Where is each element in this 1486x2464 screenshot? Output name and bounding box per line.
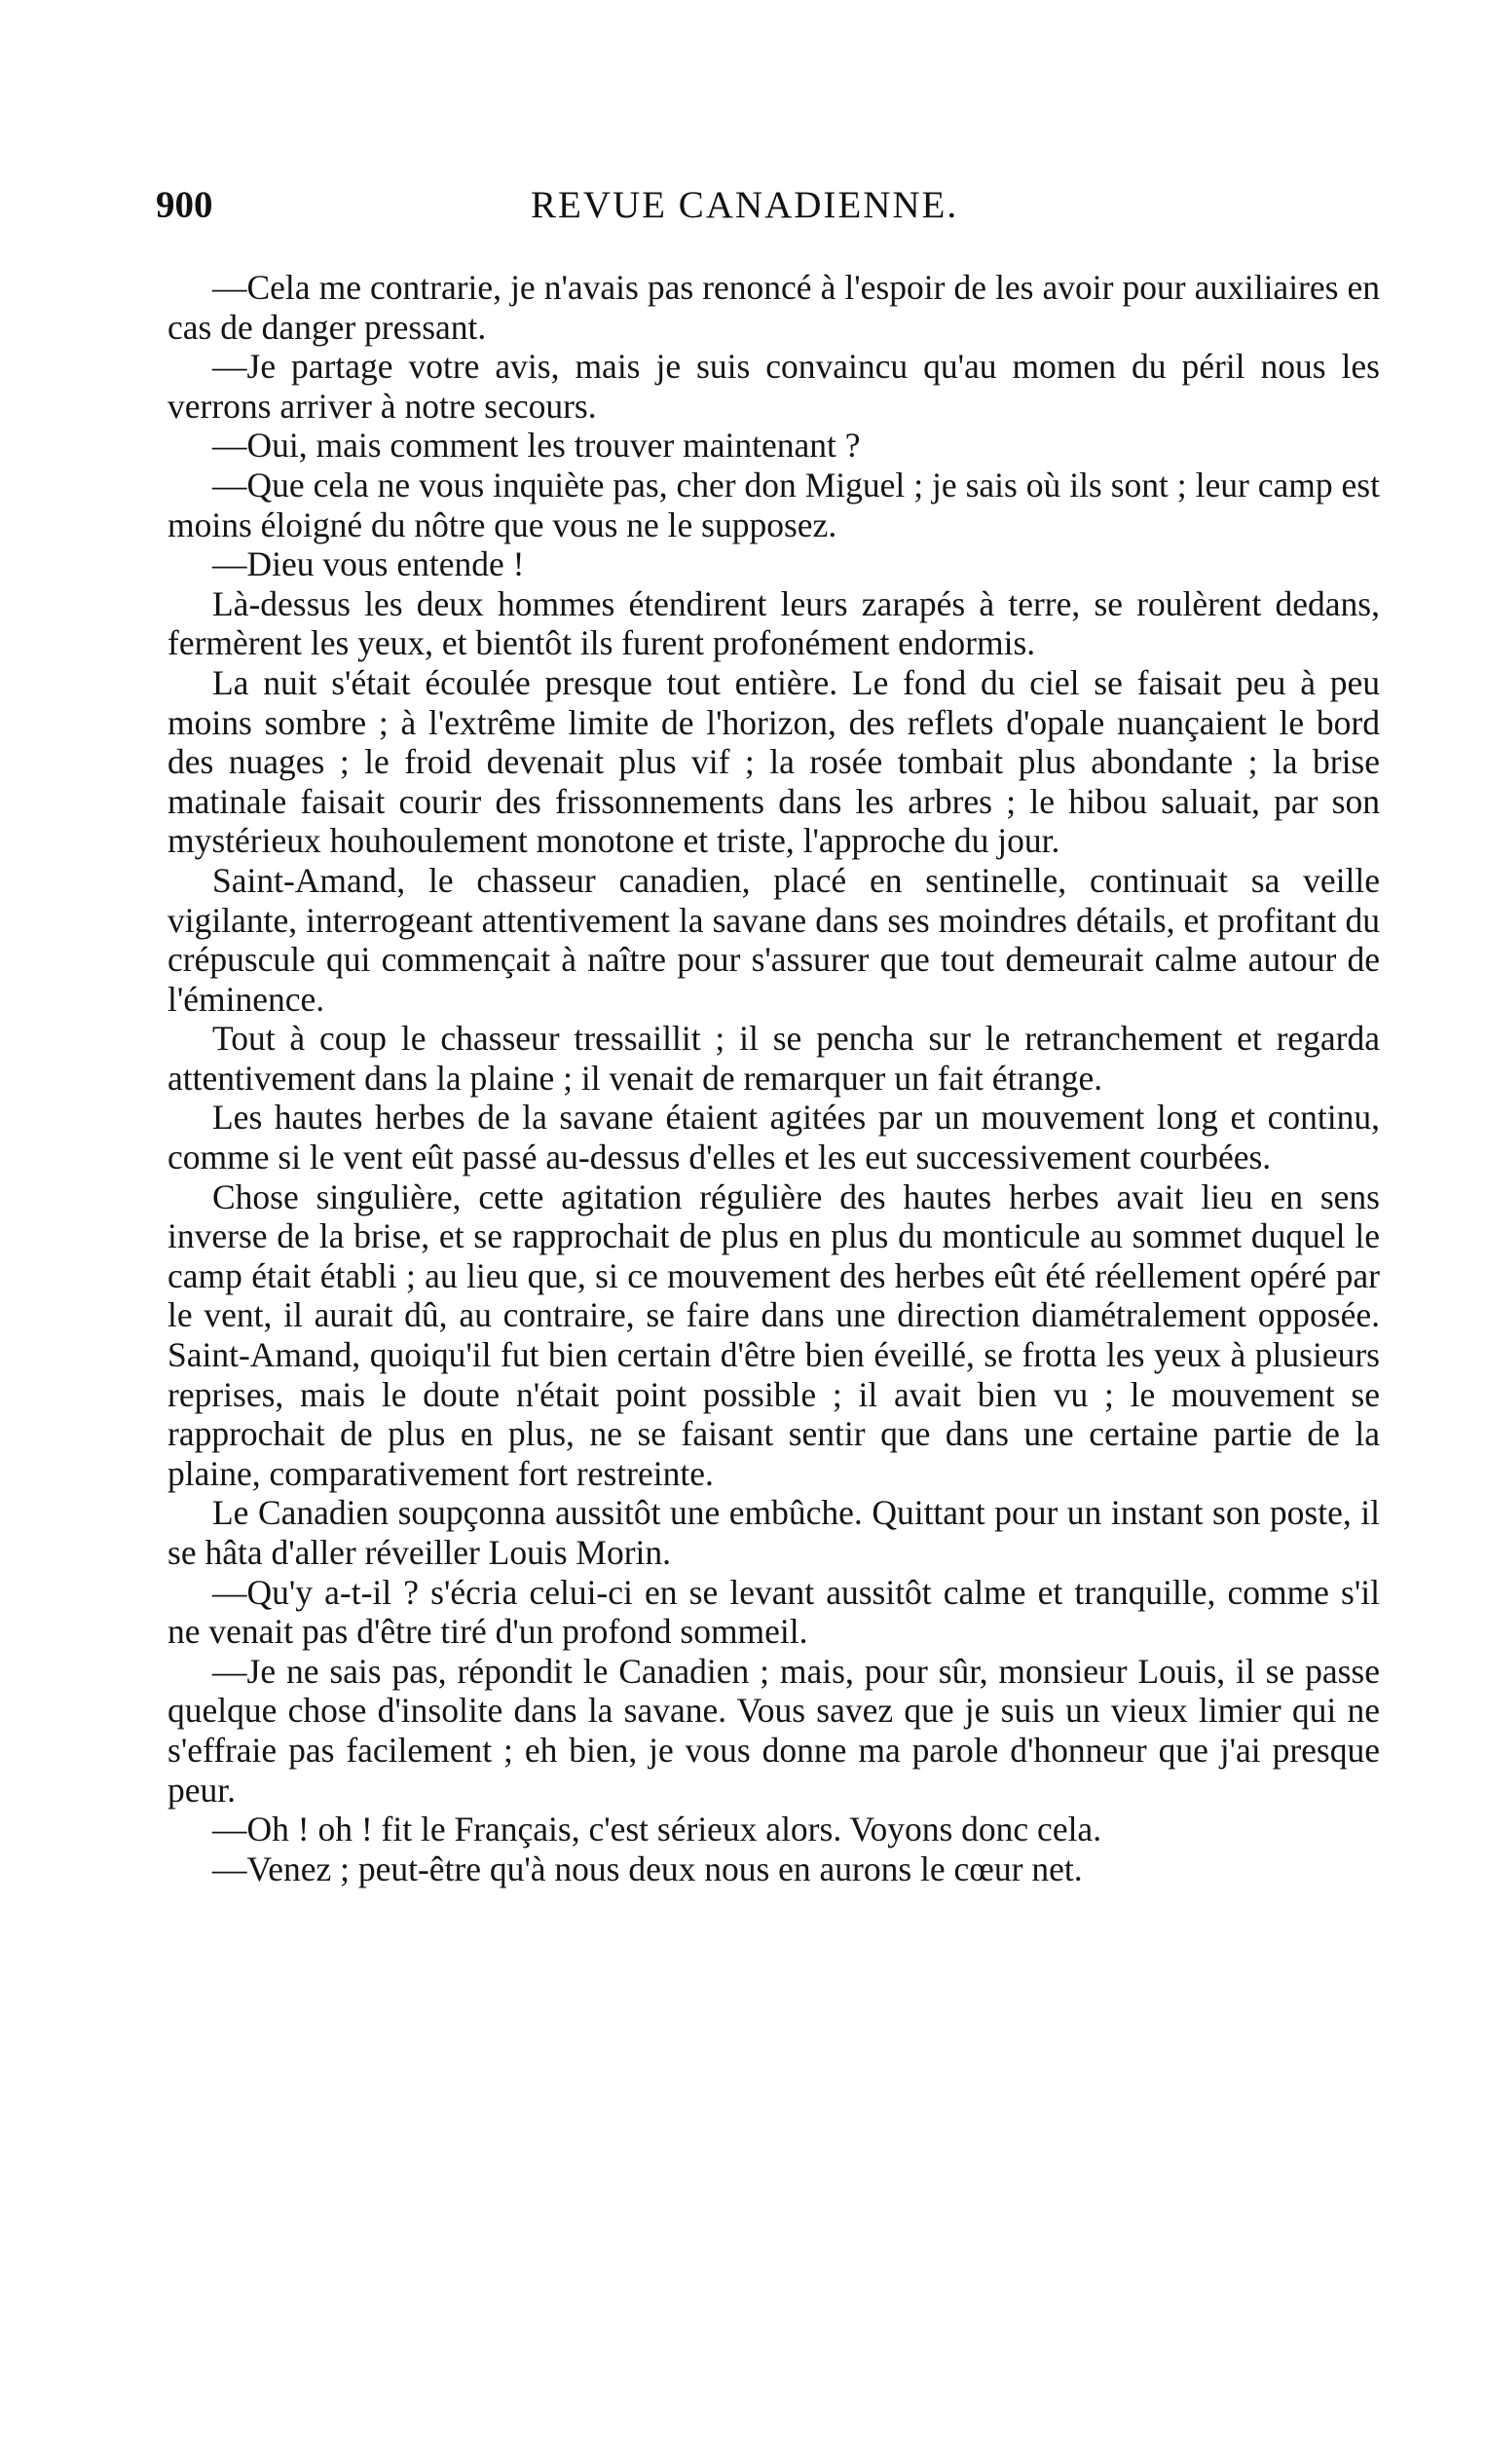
paragraph: La nuit s'était écoulée presque tout entière. Le fond du ciel se faisait peu à peu moins sombre ; à l'extrême limite de l'horizon, des reflets d'opale nuançaient le bord des nuages ; le froid devenait plus vif ; la rosée tombait plus abondante ; la brise matinale faisait courir des frissonnements dans les arbres ; le hibou saluait, par son mystérieux houhoulement monotone et triste, l'approche du jour.: [167, 662, 1380, 861]
paragraph: Saint-Amand, le chasseur canadien, placé en sentinelle, continuait sa veille vigilante, interrogeant attentivement la savane dans ses moindres détails, et profitant du crépuscule qui commençait à naître pour s'assurer que tout demeurait calme autour de l'éminence.: [167, 860, 1380, 1019]
paragraph: —Oh ! oh ! fit le Français, c'est sérieux alors. Voyons donc cela.: [212, 1810, 1102, 1849]
paragraph: —Cela me contrarie, je n'avais pas renoncé à l'espoir de les avoir pour auxiliaires en cas de danger pressant.: [167, 268, 1380, 347]
paragraph: Là-dessus les deux hommes étendirent leurs zarapés à terre, se roulèrent dedans, fermèrent les yeux, et bientôt ils furent profonément endormis.: [167, 583, 1380, 663]
journal-title: REVUE CANADIENNE.: [531, 184, 959, 226]
body-text: [167, 268, 1380, 1888]
paragraph: —Dieu vous entende !: [212, 544, 525, 584]
page-number: 900: [156, 184, 213, 226]
running-head: [156, 183, 1378, 232]
paragraph: Le Canadien soupçonna aussitôt une embûche. Quittant pour un instant son poste, il se hâta d'aller réveiller Louis Morin.: [167, 1493, 1380, 1572]
paragraph: Tout à coup le chasseur tressaillit ; il se pencha sur le retranchement et regarda attentivement dans la plaine ; il venait de remarquer un fait étrange.: [167, 1019, 1380, 1098]
paragraph: Chose singulière, cette agitation régulière des hautes herbes avait lieu en sens inverse de la brise, et se rapprochait de plus en plus du monticule au sommet duquel le camp était établi ; au lieu que, si ce mouvement des herbes eût été réellement opéré par le vent, il aurait dû, au contraire, se faire dans une direction diamétralement opposée. Saint-Amand, quoiqu'il fut bien certain d'être bien éveillé, se frotta les yeux à plusieurs reprises, mais le doute n'était point possible ; il avait bien vu ; le mouvement se rapprochait de plus en plus, ne se faisant sentir que dans une certaine partie de la plaine, comparativement fort restreinte.: [167, 1176, 1380, 1493]
paragraph: Les hautes herbes de la savane étaient agitées par un mouvement long et continu, comme si le vent eût passé au-dessus d'elles et les eut successivement courbées.: [167, 1098, 1380, 1177]
paragraph: —Que cela ne vous inquiète pas, cher don Miguel ; je sais où ils sont ; leur camp est moins éloigné du nôtre que vous ne le supposez.: [167, 465, 1380, 544]
paragraph: —Oui, mais comment les trouver maintenant ?: [212, 426, 861, 466]
paragraph: —Qu'y a-t-il ? s'écria celui-ci en se levant aussitôt calme et tranquille, comme s'il ne venait pas d'être tiré d'un profond sommeil.: [167, 1572, 1380, 1652]
paragraph: —Je ne sais pas, répondit le Canadien ; mais, pour sûr, monsieur Louis, il se passe quelque chose d'insolite dans la savane. Vous savez que je suis un vieux limier qui ne s'effraie pas facilement ; eh bien, je vous donne ma parole d'honneur que j'ai presque peur.: [167, 1651, 1380, 1810]
paragraph: —Venez ; peut-être qu'à nous deux nous en aurons le cœur net.: [212, 1848, 1083, 1888]
paragraph: —Je partage votre avis, mais je suis convaincu qu'au momen du péril nous les verrons arriver à notre secours.: [167, 347, 1380, 426]
